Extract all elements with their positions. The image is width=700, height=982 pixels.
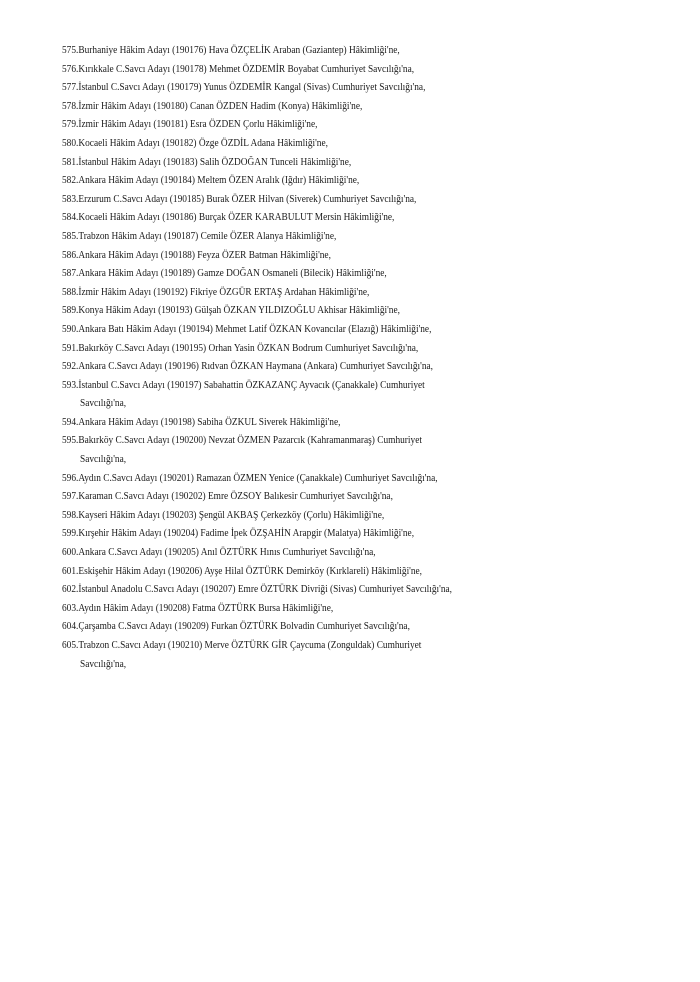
entry-text: 575.Burhaniye Hâkim Adayı (190176) Hava ÖZÇELİK Araban (Gaziantep) Hâkimliği'ne, <box>62 45 400 56</box>
entry-text: 601.Eskişehir Hâkim Adayı (190206) Ayşe Hilal ÖZTÜRK Demirköy (Kırklareli) Hâkimliği'ne, <box>62 565 423 577</box>
entry-text: 604.Çarşamba C.Savcı Adayı (190209) Furkan ÖZTÜRK Bolvadin Cumhuriyet Savcılığı'na, <box>62 621 410 633</box>
entry-text: 594.Ankara Hâkim Adayı (190198) Sabiha ÖZKUL Siverek Hâkimliği'ne, <box>62 416 341 428</box>
entry-text: 589.Konya Hâkim Adayı (190193) Gülşah ÖZKAN YILDIZOĞLU Akhisar Hâkimliği'ne, <box>62 305 400 317</box>
list-item <box>62 265 602 284</box>
entry-text: 591.Bakırköy C.Savcı Adayı (190195) Orhan Yasin ÖZKAN Bodrum Cumhuriyet Savcılığı'na, <box>62 342 419 354</box>
list-item <box>62 302 602 321</box>
list-item <box>62 581 602 600</box>
list-item <box>62 600 602 619</box>
entry-text-continued: Savcılığı'na, <box>80 398 127 410</box>
list-item <box>62 154 602 173</box>
entry-text: 578.İzmir Hâkim Adayı (190180) Canan ÖZDEN Hadim (Konya) Hâkimliği'ne, <box>62 100 363 112</box>
entry-text: 580.Kocaeli Hâkim Adayı (190182) Özge ÖZDİL Adana Hâkimliği'ne, <box>62 137 328 149</box>
entry-text: 582.Ankara Hâkim Adayı (190184) Meltem ÖZEN Aralık (Iğdır) Hâkimliği'ne, <box>62 175 360 187</box>
entry-text: 583.Erzurum C.Savcı Adayı (190185) Burak ÖZER Hilvan (Siverek) Cumhuriyet Savcılığı'na, <box>62 193 417 205</box>
list-item <box>62 414 602 433</box>
list-item <box>62 525 602 544</box>
entry-text: 599.Kırşehir Hâkim Adayı (190204) Fadime İpek ÖZŞAHİN Arapgir (Malatya) Hâkimliği'ne, <box>62 528 415 540</box>
entry-text-continued: Savcılığı'na, <box>80 658 127 670</box>
list-item <box>62 42 602 61</box>
list-item <box>62 488 602 507</box>
list-item <box>62 637 602 674</box>
entry-text: 603.Aydın Hâkim Adayı (190208) Fatma ÖZTÜRK Bursa Hâkimliği'ne, <box>62 602 334 614</box>
entry-text: 598.Kayseri Hâkim Adayı (190203) Şengül AKBAŞ Çerkezköy (Çorlu) Hâkimliği'ne, <box>62 509 385 521</box>
entry-text: 576.Kırıkkale C.Savcı Adayı (190178) Mehmet ÖZDEMİR Boyabat Cumhuriyet Savcılığı'na, <box>62 63 415 75</box>
entry-text: 577.İstanbul C.Savcı Adayı (190179) Yunus ÖZDEMİR Kangal (Sivas) Cumhuriyet Savcılığı'na, <box>62 82 426 94</box>
list-item <box>62 61 602 80</box>
list-item <box>62 116 602 135</box>
entry-text: 590.Ankara Batı Hâkim Adayı (190194) Mehmet Latif ÖZKAN Kovancılar (Elazığ) Hâkimliği'ne, <box>62 323 432 335</box>
list-item <box>62 321 602 340</box>
list-item <box>62 618 602 637</box>
entry-text: 600.Ankara C.Savcı Adayı (190205) Anıl ÖZTÜRK Hınıs Cumhuriyet Savcılığı'na, <box>62 547 376 559</box>
list-item <box>62 432 602 469</box>
appointment-list <box>62 42 662 674</box>
list-item <box>62 135 602 154</box>
entry-text: 584.Kocaeli Hâkim Adayı (190186) Burçak ÖZER KARABULUT Mersin Hâkimliği'ne, <box>62 212 395 224</box>
entry-text: 595.Bakırköy C.Savcı Adayı (190200) Nevzat ÖZMEN Pazarcık (Kahramanmaraş) Cumhuriyet <box>62 435 422 447</box>
entry-text: 586.Ankara Hâkim Adayı (190188) Feyza ÖZER Batman Hâkimliği'ne, <box>62 249 331 261</box>
list-item <box>62 544 602 563</box>
entry-text: 592.Ankara C.Savcı Adayı (190196) Rıdvan ÖZKAN Haymana (Ankara) Cumhuriyet Savcılığı'na, <box>62 361 433 373</box>
list-item <box>62 172 602 191</box>
entry-text: 593.İstanbul C.Savcı Adayı (190197) Sabahattin ÖZKAZANÇ Ayvacık (Çanakkale) Cumhuriyet <box>62 379 425 391</box>
entry-text: 597.Karaman C.Savcı Adayı (190202) Emre ÖZSOY Balıkesir Cumhuriyet Savcılığı'na, <box>62 491 393 503</box>
entry-text: 596.Aydın C.Savcı Adayı (190201) Ramazan ÖZMEN Yenice (Çanakkale) Cumhuriyet Savcılığı'na, <box>62 472 438 484</box>
entry-text: 581.İstanbul Hâkim Adayı (190183) Salih ÖZDOĞAN Tunceli Hâkimliği'ne, <box>62 156 352 168</box>
list-item <box>62 563 602 582</box>
entry-text: 579.İzmir Hâkim Adayı (190181) Esra ÖZDEN Çorlu Hâkimliği'ne, <box>62 119 318 131</box>
list-item <box>62 209 602 228</box>
list-item <box>62 79 602 98</box>
entry-text: 602.İstanbul Anadolu C.Savcı Adayı (190207) Emre ÖZTÜRK Divriği (Sivas) Cumhuriyet Savcılığı'na, <box>62 584 452 596</box>
list-item <box>62 358 602 377</box>
list-item <box>62 98 602 117</box>
list-item <box>62 470 602 489</box>
entry-text: 605.Trabzon C.Savcı Adayı (190210) Merve ÖZTÜRK GİR Çaycuma (Zonguldak) Cumhuriyet <box>62 640 422 651</box>
entry-text: 588.İzmir Hâkim Adayı (190192) Fikriye ÖZGÜR ERTAŞ Ardahan Hâkimliği'ne, <box>62 286 370 298</box>
entry-text: 587.Ankara Hâkim Adayı (190189) Gamze DOĞAN Osmaneli (Bilecik) Hâkimliği'ne, <box>62 268 387 280</box>
list-item <box>62 377 602 414</box>
list-item <box>62 228 602 247</box>
list-item <box>62 191 602 210</box>
entry-text-continued: Savcılığı'na, <box>80 454 127 466</box>
list-item <box>62 507 602 526</box>
list-item <box>62 284 602 303</box>
entry-text: 585.Trabzon Hâkim Adayı (190187) Cemile ÖZER Alanya Hâkimliği'ne, <box>62 230 337 242</box>
list-item <box>62 247 602 266</box>
list-item <box>62 340 602 359</box>
